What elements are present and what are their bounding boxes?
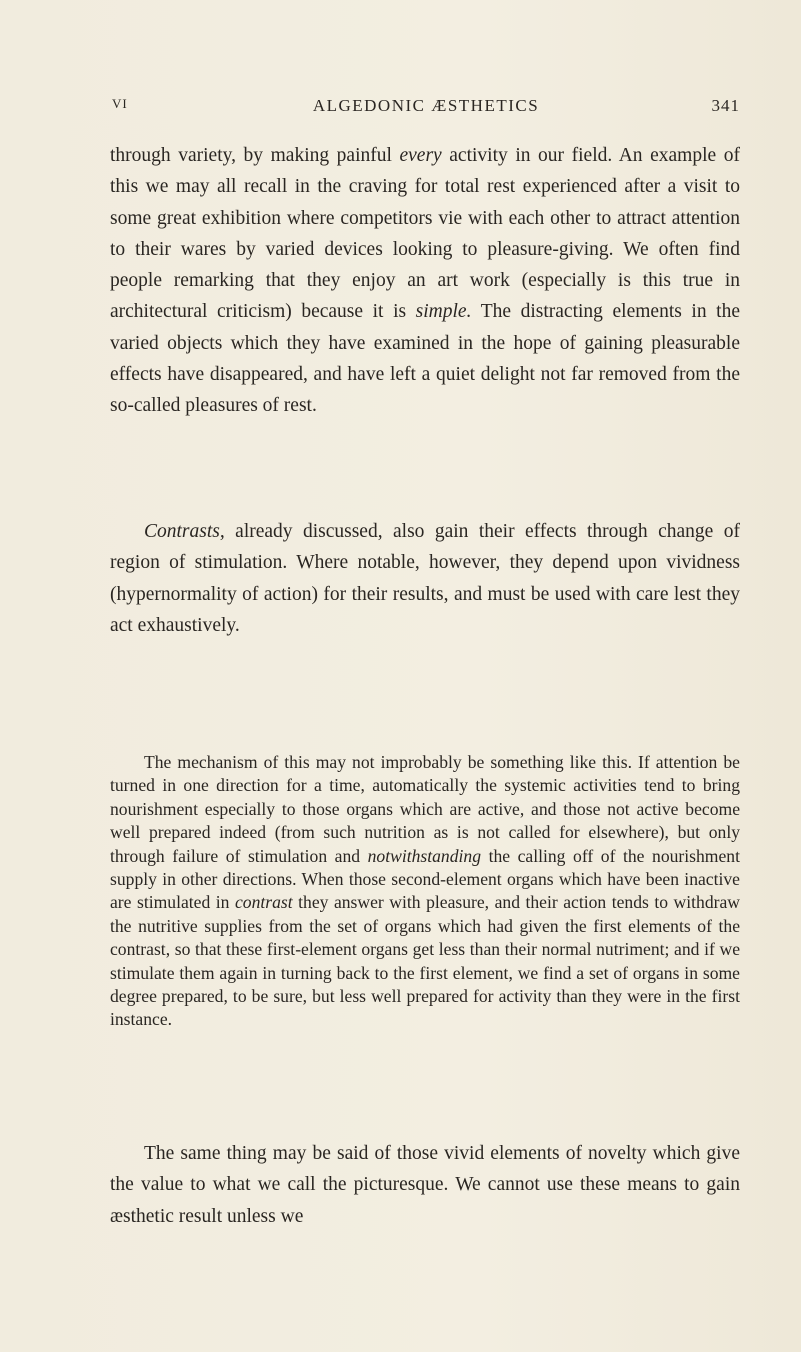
italic-run: simple. bbox=[415, 301, 472, 323]
running-title: ALGEDONIC ÆSTHETICS bbox=[312, 96, 540, 115]
text-run: activity in our field. An example of this we may all recall in the craving for total rest experienced after a visit to some great exhibition where competitors vie with each other to attract attention to their wares by varied devices looking to pleasure-giving. We often find people remarking that they enjoy an art work (especially is this true in architectural criticism) because it is bbox=[110, 145, 740, 323]
paragraph-text bbox=[110, 1138, 740, 1232]
paragraph-text bbox=[110, 751, 740, 1032]
italic-run: contrast bbox=[234, 892, 293, 913]
paragraph-1 bbox=[110, 140, 740, 422]
text-run: they answer with pleasure, and their action tends to withdraw the nutritive supplies from the set of organs which had given the first elements of the contrast, so that these first-element organs get less than their normal nutriment; and if we stimulate them again in turning back to the first element, we find a set of organs in some degree prepared, to be sure, but less well prepared for activity than they were in the first instance. bbox=[110, 892, 741, 1030]
text-run: The same thing may be said of those vivid elements of novelty which give the value to what we call the picturesque. We cannot use these means to gain æsthetic result unless we bbox=[110, 1143, 740, 1227]
paragraph-text bbox=[110, 516, 740, 641]
paragraph-2 bbox=[110, 516, 740, 641]
chapter-number: VI bbox=[112, 96, 128, 111]
text-run: already discussed, also gain their effects through change of region of stimulation. Where notable, however, they depend upon vividness (hypernormality of action) for their results, and must be used with care lest they act exhaustively. bbox=[110, 521, 740, 636]
paragraph-4 bbox=[110, 1138, 740, 1232]
italic-run: Contrasts, bbox=[144, 521, 225, 542]
text-run: The mechanism of this may not improbably be something like this. If attention be turned in one direction for a time, automatically the systemic activities tend to bring nourishment especially to those organs which are active, and those not active become well prepared indeed (from such nutrition as is not called for elsewhere), but only through failure of stimulation and bbox=[110, 752, 740, 866]
text-run: the calling off of the nourishment supply in other directions. When those second-element organs which have been inactive are stimulated in bbox=[110, 845, 740, 913]
text-run: The distracting elements in the varied objects which they have examined in the hope of gaining pleasurable effects have disappeared, and have left a quiet delight not far removed from the so-called pleasures of rest. bbox=[110, 301, 740, 417]
italic-run: every bbox=[399, 145, 442, 166]
paragraph-text bbox=[110, 140, 740, 422]
italic-run: notwithstanding bbox=[367, 845, 482, 866]
paragraph-3-small-print bbox=[110, 751, 740, 1032]
page-number: 341 bbox=[711, 96, 740, 115]
text-run: through variety, by making painful bbox=[110, 145, 400, 166]
page-header bbox=[112, 96, 740, 122]
